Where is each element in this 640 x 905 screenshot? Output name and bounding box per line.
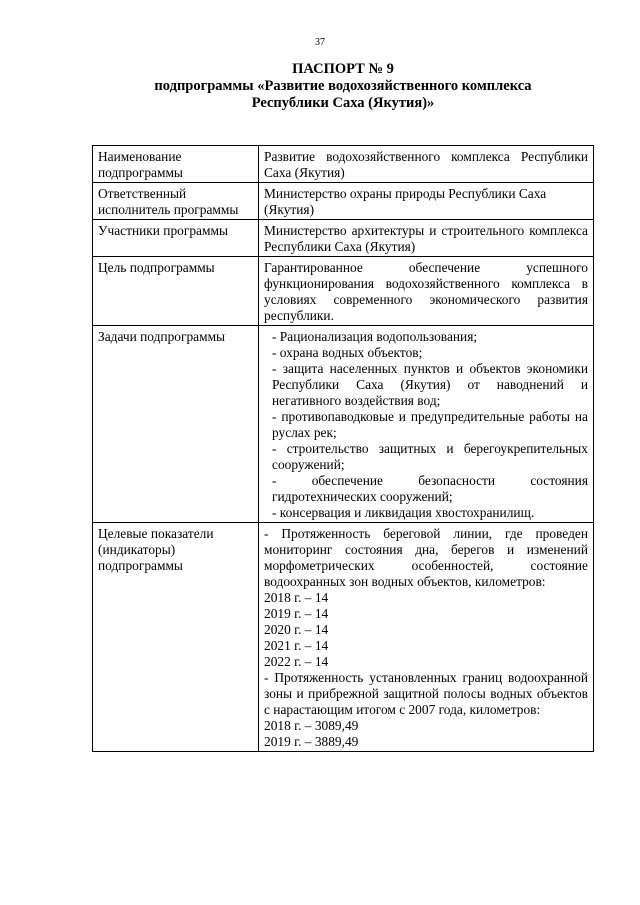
label-text: Наименование подпрограммы bbox=[98, 149, 183, 180]
indicator-year-value: 2019 г. – 14 bbox=[264, 606, 329, 621]
table-row bbox=[93, 257, 594, 326]
title-line-2: подпрограммы «Развитие водохозяйственного комплекса bbox=[154, 78, 532, 94]
table-row bbox=[93, 146, 594, 183]
value-text: Гарантированное обеспечение успешного функционирования водохозяйственного комплекса в условиях современного экономического развития республики. bbox=[264, 260, 588, 323]
row-value bbox=[259, 220, 594, 257]
label-text: Цель подпрограммы bbox=[98, 260, 215, 275]
table-row bbox=[93, 523, 594, 752]
label-text: Целевые показатели (индикаторы) подпрограммы bbox=[98, 526, 214, 573]
label-text: Ответственный исполнитель программы bbox=[98, 186, 239, 217]
row-label bbox=[93, 523, 259, 752]
task-item: - охрана водных объектов; bbox=[272, 345, 423, 360]
value-text: Министерство архитектуры и строительного комплекса Республики Саха (Якутия) bbox=[264, 223, 588, 254]
value-text: Развитие водохозяйственного комплекса Республики Саха (Якутия) bbox=[264, 149, 588, 180]
task-item: - противопаводковые и предупредительные работы на руслах рек; bbox=[272, 409, 588, 440]
indicator-year-value: 2019 г. – 3889,49 bbox=[264, 734, 359, 749]
task-item: - обеспечение безопасности состояния гидротехнических сооружений; bbox=[272, 473, 588, 504]
row-label bbox=[93, 183, 259, 220]
table-row bbox=[93, 220, 594, 257]
page-number: 37 bbox=[315, 37, 325, 48]
indicator-year-value: 2018 г. – 3089,49 bbox=[264, 718, 359, 733]
document-title bbox=[60, 61, 626, 112]
row-value bbox=[259, 257, 594, 326]
indicator-text: - Протяженность установленных границ водоохранной зоны и прибрежной защитной полосы водных объектов с нарастающим итогом с 2007 года, километров: bbox=[264, 670, 588, 717]
row-value bbox=[259, 523, 594, 752]
row-value bbox=[259, 146, 594, 183]
value-text: Министерство охраны природы Республики Саха (Якутия) bbox=[264, 186, 547, 217]
table-row bbox=[93, 183, 594, 220]
title-line-3: Республики Саха (Якутия)» bbox=[251, 95, 435, 111]
label-text: Участники программы bbox=[98, 223, 228, 238]
task-item: - Рационализация водопользования; bbox=[272, 329, 478, 344]
label-text: Задачи подпрограммы bbox=[98, 329, 226, 344]
title-line-1: ПАСПОРТ № 9 bbox=[292, 61, 394, 77]
row-value bbox=[259, 326, 594, 523]
passport-table bbox=[92, 145, 594, 752]
indicator-year-value: 2018 г. – 14 bbox=[264, 590, 329, 605]
indicator-year-value: 2021 г. – 14 bbox=[264, 638, 329, 653]
row-label bbox=[93, 326, 259, 523]
task-item: - строительство защитных и берегоукрепительных сооружений; bbox=[272, 441, 588, 472]
row-value bbox=[259, 183, 594, 220]
indicator-year-value: 2020 г. – 14 bbox=[264, 622, 329, 637]
row-label bbox=[93, 257, 259, 326]
task-item: - защита населенных пунктов и объектов экономики Республики Саха (Якутия) от наводнений и негативного воздействия вод; bbox=[272, 361, 588, 408]
table-row bbox=[93, 326, 594, 523]
row-label bbox=[93, 220, 259, 257]
row-label bbox=[93, 146, 259, 183]
indicator-text: - Протяженность береговой линии, где проведен мониторинг состояния дна, берегов и изменений морфометрических особенностей, состояние водоохранных зон водных объектов, километров: bbox=[264, 526, 588, 589]
indicator-year-value: 2022 г. – 14 bbox=[264, 654, 329, 669]
task-item: - консервация и ликвидация хвостохранилищ. bbox=[272, 505, 535, 520]
